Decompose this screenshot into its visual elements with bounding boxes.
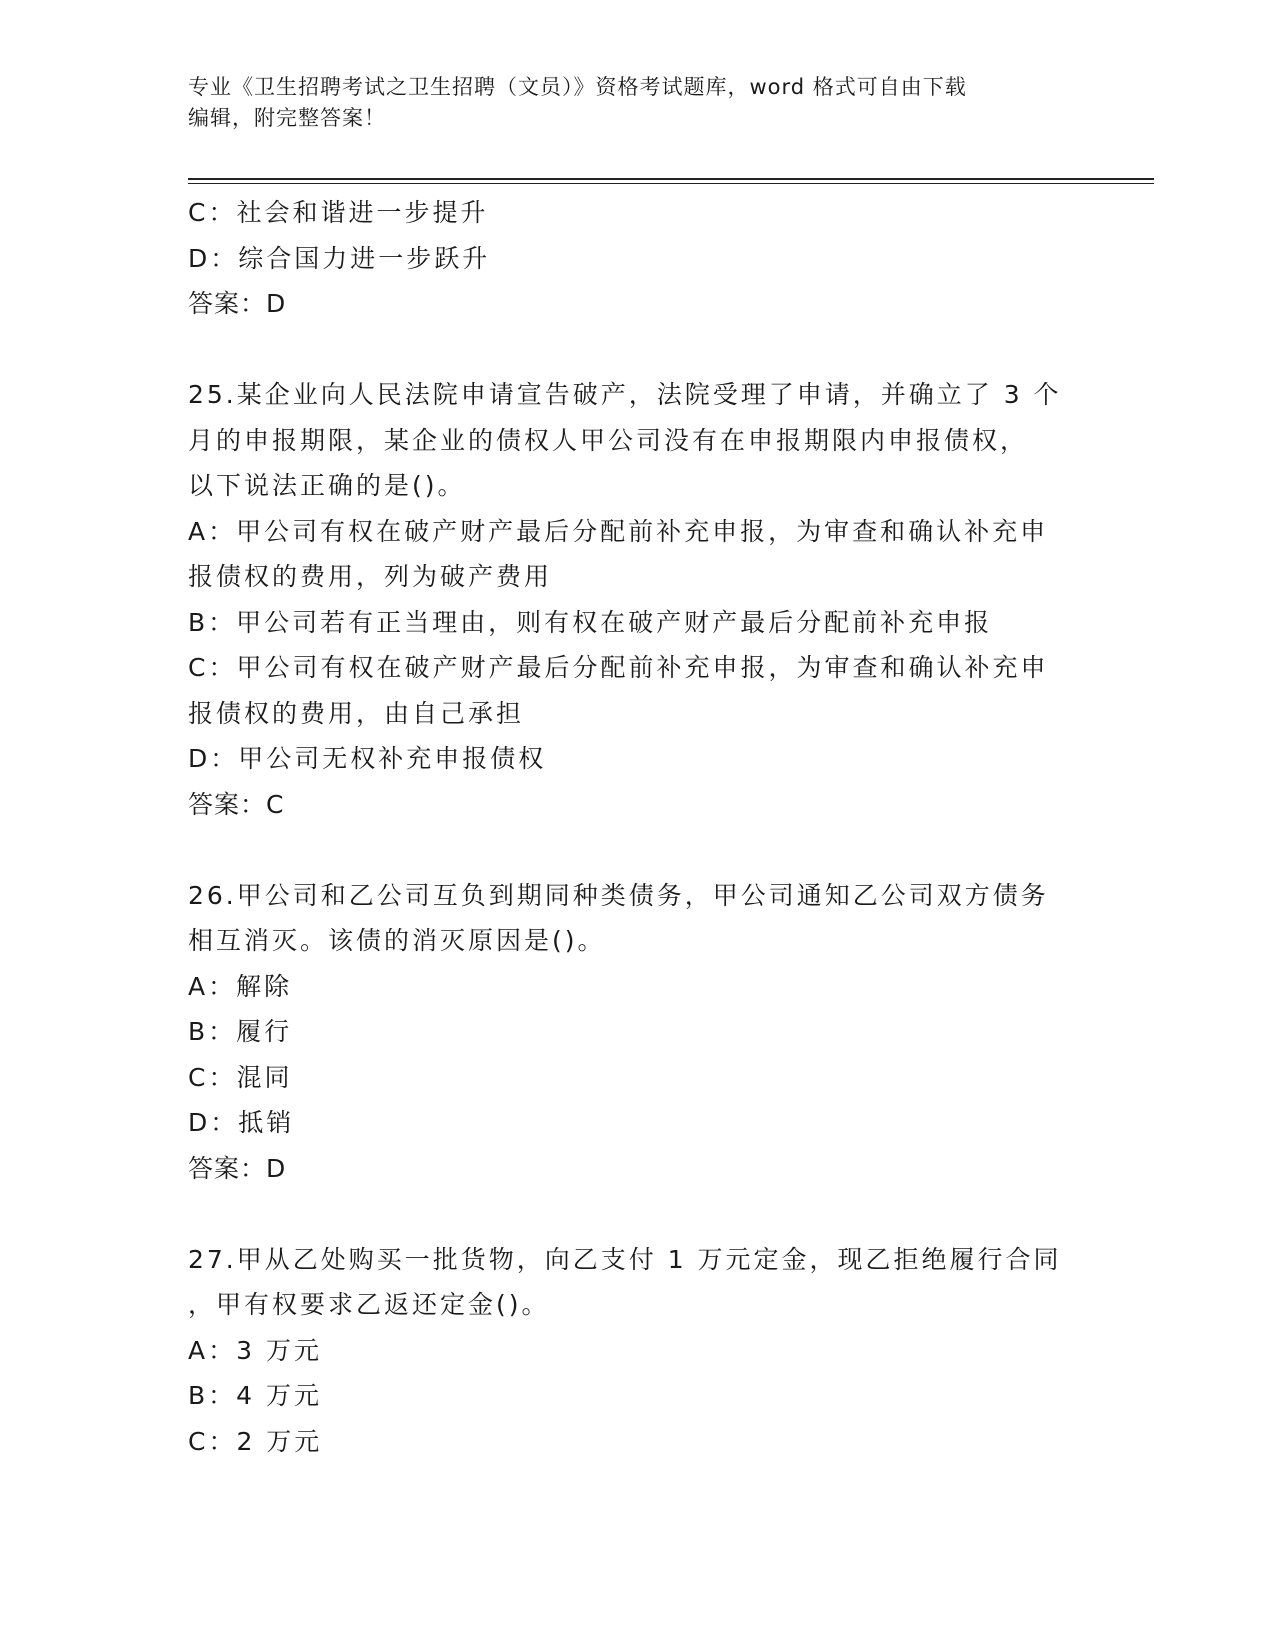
q26-option-d: D：抵销: [188, 1108, 295, 1137]
header-rule-thick: [188, 178, 1154, 180]
q27-option-a: A：3 万元: [188, 1335, 322, 1365]
q26-stem-line-2: 相互消灭。该债的消灭原因是()。: [188, 926, 606, 955]
q25-option-d: D：甲公司无权补充申报债权: [188, 744, 547, 773]
q26-answer: 答案：D: [188, 1153, 287, 1183]
spacer: [188, 827, 1088, 873]
q26-option-b: B：履行: [188, 1017, 293, 1046]
q25-option-b: B：甲公司若有正当理由，则有权在破产财产最后分配前补充申报: [188, 607, 993, 637]
q26-option-c: C：混同: [188, 1062, 293, 1092]
spacer: [188, 327, 1088, 373]
document-header: [188, 72, 1088, 134]
header-line-1: 专业《卫生招聘考试之卫生招聘（文员）》资格考试题库，word 格式可自由下载: [188, 75, 967, 99]
q26-option-a: A：解除: [188, 971, 293, 1001]
spacer: [188, 1191, 1088, 1237]
q25-option-a-line-2: 报债权的费用，列为破产费用: [188, 562, 553, 591]
q26-stem-line-1: 26.甲公司和乙公司互负到期同种类债务，甲公司通知乙公司双方债务: [188, 880, 1049, 910]
q27-stem-line-1: 27.甲从乙处购买一批货物，向乙支付 1 万元定金，现乙拒绝履行合同: [188, 1244, 1062, 1274]
q24-option-d: D：综合国力进一步跃升: [188, 243, 491, 273]
q25-stem-line-2: 月的申报期限，某企业的债权人甲公司没有在申报期限内申报债权，: [188, 425, 1029, 455]
q25-option-a-line-1: A：甲公司有权在破产财产最后分配前补充申报，为审查和确认补充申: [188, 516, 1049, 546]
header-rule-thin: [188, 183, 1154, 184]
q27-option-b: B：4 万元: [188, 1381, 323, 1410]
question-list: [188, 190, 1088, 1464]
header-line-2: 编辑，附完整答案！: [188, 106, 386, 130]
q27-stem-line-2: ，甲有权要求乙返还定金()。: [188, 1290, 550, 1319]
q25-stem-line-3: 以下说法正确的是()。: [188, 471, 466, 500]
q25-option-c-line-1: C：甲公司有权在破产财产最后分配前补充申报，为审查和确认补充申: [188, 653, 1049, 682]
q25-option-c-line-2: 报债权的费用，由自己承担: [188, 698, 525, 728]
q25-answer: 答案：C: [188, 789, 285, 819]
q24-option-c: C：社会和谐进一步提升: [188, 198, 489, 227]
q25-stem-line-1: 25.某企业向人民法院申请宣告破产，法院受理了申请，并确立了 3 个: [188, 380, 1062, 409]
q24-answer: 答案：D: [188, 289, 287, 318]
q27-option-c: C：2 万元: [188, 1426, 323, 1456]
